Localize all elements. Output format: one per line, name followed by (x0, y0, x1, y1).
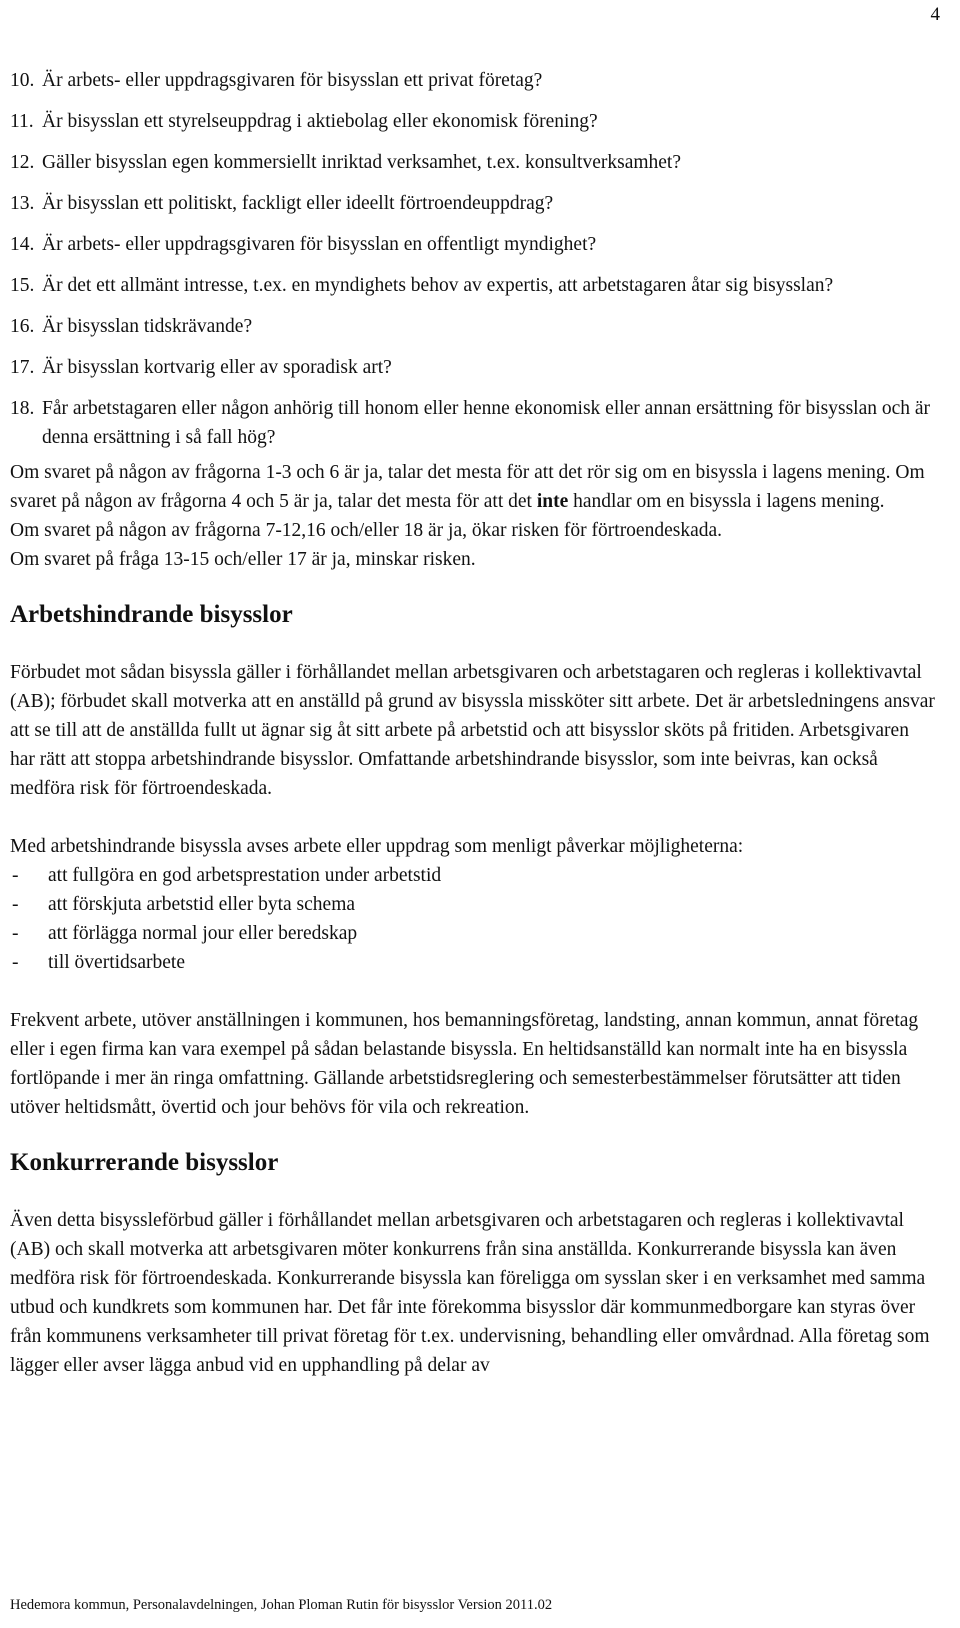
question-number: 13. (10, 193, 35, 214)
section-heading: Konkurrerande bisysslor (10, 1149, 279, 1176)
list-intro: Med arbetshindrande bisyssla avses arbete eller uppdrag som menligt påverkar möjligheterna: (10, 836, 744, 857)
page-number: 4 (930, 4, 940, 25)
dash-bullet: - (12, 894, 19, 915)
dash-bullet: - (12, 923, 19, 944)
question-number: 10. (10, 70, 35, 91)
summary-line: Om svaret på någon av frågorna 7-12,16 och/eller 18 är ja, ökar risken för förtroendeskada. (10, 520, 723, 541)
question-number: 17. (10, 357, 35, 378)
dash-bullet: - (12, 952, 19, 973)
summary-line: Om svaret på fråga 13-15 och/eller 17 är ja, minskar risken. (10, 549, 476, 570)
summary-paragraph (10, 458, 938, 516)
list-item (10, 271, 938, 300)
list-item (10, 919, 938, 948)
question-text: Är arbets- eller uppdragsgivaren för bisysslan en offentligt myndighet? (42, 234, 597, 255)
list-item (10, 148, 938, 177)
list-item-text: att förskjuta arbetstid eller byta schema (48, 894, 356, 915)
question-number: 12. (10, 152, 35, 173)
document-body (10, 66, 938, 1380)
list-item (10, 890, 938, 919)
section-heading: Arbetshindrande bisysslor (10, 601, 293, 628)
list-item-text: till övertidsarbete (48, 952, 185, 973)
question-list (10, 66, 938, 452)
question-text: Får arbetstagaren eller någon anhörig till honom eller henne ekonomisk eller annan ersättning för bisysslan och är denna ersättning i så fall hög? (42, 398, 931, 448)
list-item (10, 66, 938, 95)
list-item (10, 948, 938, 977)
question-text: Är bisysslan ett politiskt, fackligt eller ideellt förtroendeuppdrag? (42, 193, 554, 214)
paragraph: Förbudet mot sådan bisyssla gäller i förhållandet mellan arbetsgivaren och arbetstagaren och regleras i kollektivavtal (AB); förbudet skall motverka att en anställd på grund av bisyssla missköter sitt arbete. Det är arbetsledningens ansvar att se till att de anställda fullt ut ägnar sig åt sitt arbete på arbetstid och att bisysslor sköts på fritiden. Arbetsgivaren har rätt att stoppa arbetshindrande bisysslor. Omfattande arbetshindrande bisysslor, som inte beivras, kan också medföra risk för förtroendeskada. (10, 662, 935, 799)
paragraph: Även detta bisyssleförbud gäller i förhållandet mellan arbetsgivaren och arbetstagaren och regleras i kollektivavtal (AB) och skall motverka att arbetsgivaren möter konkurrens från sina anställda. Konkurrerande bisyssla kan även medföra risk för förtroendeskada. Konkurrerande bisyssla kan föreligga om sysslan sker i en verksamhet med samma utbud och kundkrets som kommunen har. Det får inte förekomma bisysslor där kommunmedborgare kan styras över från kommunens verksamheter till privat företag för t.ex. undervisning, behandling eller omvårdnad. Alla företag som lägger eller avser lägga anbud vid en upphandling på delar av (10, 1210, 930, 1376)
summary-text: handlar om en bisyssla i lagens mening. (568, 491, 885, 512)
paragraph: Frekvent arbete, utöver anställningen i kommunen, hos bemanningsföretag, landsting, annan kommun, annat företag eller i egen firma kan vara exempel på sådan belastande bisyssla. En heltidsanställd kan normalt inte ha en bisyssla fortlöpande i mer än ringa omfattning. Gällande arbetstidsreglering och semesterbestämmelser förutsätter att tiden utöver heltidsmått, övertid och jour behövs för vila och rekreation. (10, 1010, 919, 1118)
question-number: 16. (10, 316, 35, 337)
list-item-text: att förlägga normal jour eller beredskap (48, 923, 358, 944)
question-number: 14. (10, 234, 35, 255)
dash-list (10, 861, 938, 977)
list-item (10, 189, 938, 218)
list-item (10, 353, 938, 382)
question-number: 18. (10, 398, 35, 419)
summary-emphasis: inte (536, 491, 569, 512)
question-text: Är bisysslan kortvarig eller av sporadisk art? (42, 357, 392, 378)
question-text: Är bisysslan tidskrävande? (42, 316, 253, 337)
page-footer: Hedemora kommun, Personalavdelningen, Johan Ploman Rutin för bisysslor Version 2011.02 (10, 1597, 553, 1613)
question-text: Är arbets- eller uppdragsgivaren för bisysslan ett privat företag? (42, 70, 543, 91)
dash-bullet: - (12, 865, 19, 886)
question-number: 11. (10, 111, 34, 132)
list-item (10, 861, 938, 890)
list-item (10, 107, 938, 136)
list-item-text: att fullgöra en god arbetsprestation under arbetstid (48, 865, 442, 886)
question-number: 15. (10, 275, 35, 296)
list-item (10, 394, 938, 452)
summary-text: Om svaret på någon av frågorna 1-3 och 6 är ja, talar det mesta för att det rör sig om en bisyssla i lagens mening. Om svaret på någon av frågorna 4 och 5 är ja, talar det mesta för att det (10, 462, 925, 512)
question-text: Gäller bisysslan egen kommersiellt inriktad verksamhet, t.ex. konsultverksamhet? (42, 152, 682, 173)
list-item (10, 230, 938, 259)
list-item (10, 312, 938, 341)
question-text: Är det ett allmänt intresse, t.ex. en myndighets behov av expertis, att arbetstagaren åtar sig bisysslan? (42, 275, 834, 296)
question-text: Är bisysslan ett styrelseuppdrag i aktiebolag eller ekonomisk förening? (42, 111, 598, 132)
